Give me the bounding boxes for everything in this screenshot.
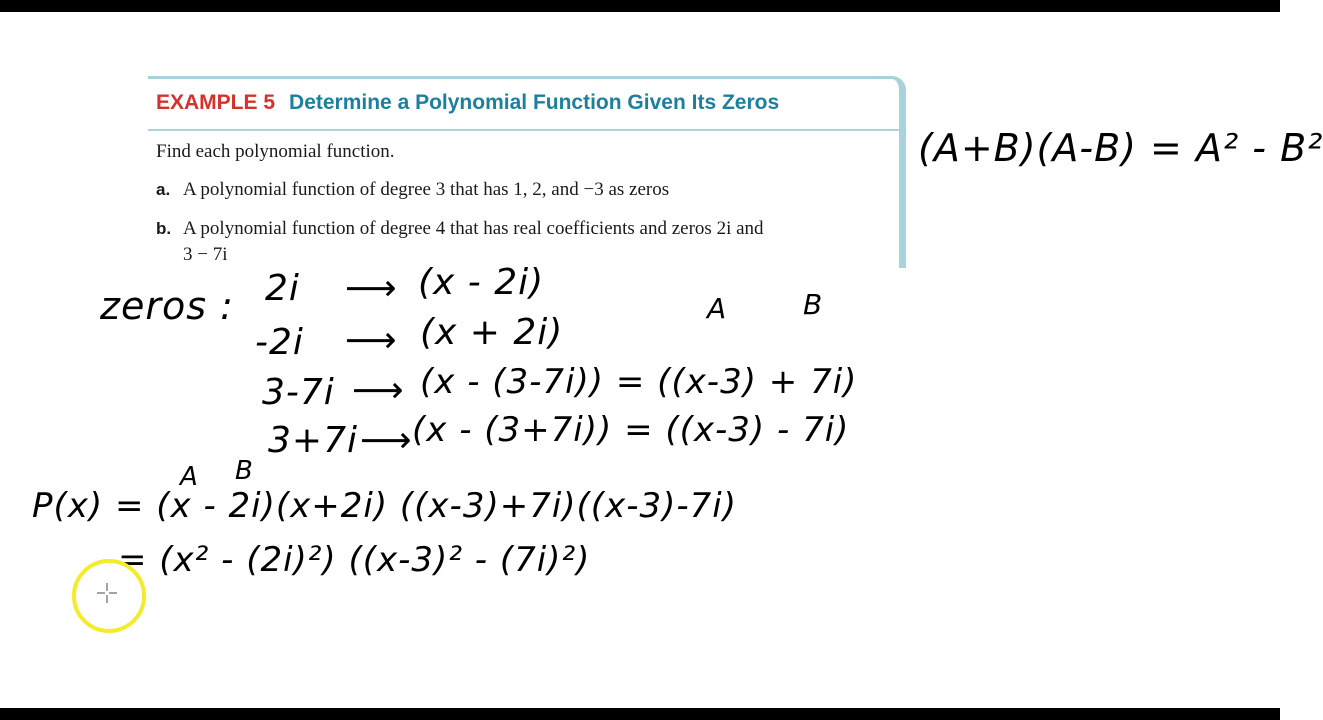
- label-b-top: B: [803, 288, 824, 321]
- zeros-label: zeros :: [100, 284, 234, 328]
- header-divider: [148, 129, 899, 131]
- zero-row-1-factor: (x - 2i): [418, 262, 545, 303]
- label-a-top: A: [707, 292, 728, 325]
- example-header: [156, 91, 779, 115]
- label-b-product: B: [235, 456, 254, 486]
- part-b-text: A polynomial function of degree 4 that has real coefficients and zeros 2i and: [183, 218, 764, 239]
- part-a-text: A polynomial function of degree 3 that has 1, 2, and −3 as zeros: [183, 179, 670, 200]
- label-a-product: A: [180, 462, 199, 492]
- zero-row-2-factor: (x + 2i): [420, 312, 564, 353]
- zero-row-3-zero: 3-7i: [262, 372, 335, 413]
- part-b: [156, 218, 764, 240]
- zero-row-4-factor: (x - (3+7i)) = ((x-3) - 7i): [412, 410, 850, 450]
- example-title: Determine a Polynomial Function Given Its Zeros: [289, 91, 780, 114]
- zero-row-4-zero: 3+7i: [268, 420, 358, 461]
- zero-row-2-arrow: ⟶: [345, 320, 398, 361]
- zero-row-1-arrow: ⟶: [345, 268, 398, 309]
- example-box: [148, 76, 906, 268]
- top-letterbox: [0, 0, 1280, 12]
- part-a-letter: a.: [156, 180, 171, 199]
- zero-row-3-arrow: ⟶: [352, 370, 405, 411]
- example-number: EXAMPLE 5: [156, 91, 276, 114]
- zero-row-4-arrow: ⟶: [360, 420, 413, 461]
- crosshair-cursor-icon: [97, 583, 117, 603]
- bottom-letterbox: [0, 708, 1280, 720]
- zero-row-1-zero: 2i: [265, 268, 300, 309]
- polynomial-line-1: P(x) = (x - 2i)(x+2i) ((x-3)+7i)((x-3)-7i): [32, 486, 737, 526]
- identity-formula: (A+B)(A-B) = A² - B²: [918, 126, 1323, 170]
- part-b-letter: b.: [156, 219, 172, 238]
- example-instruction: Find each polynomial function.: [156, 141, 395, 162]
- zero-row-3-factor: (x - (3-7i)) = ((x-3) + 7i): [420, 362, 858, 402]
- polynomial-line-2: = (x² - (2i)²) ((x-3)² - (7i)²): [118, 540, 591, 580]
- part-b-continuation: 3 − 7i: [183, 244, 228, 265]
- zero-row-2-zero: -2i: [255, 322, 304, 363]
- part-a: [156, 179, 669, 201]
